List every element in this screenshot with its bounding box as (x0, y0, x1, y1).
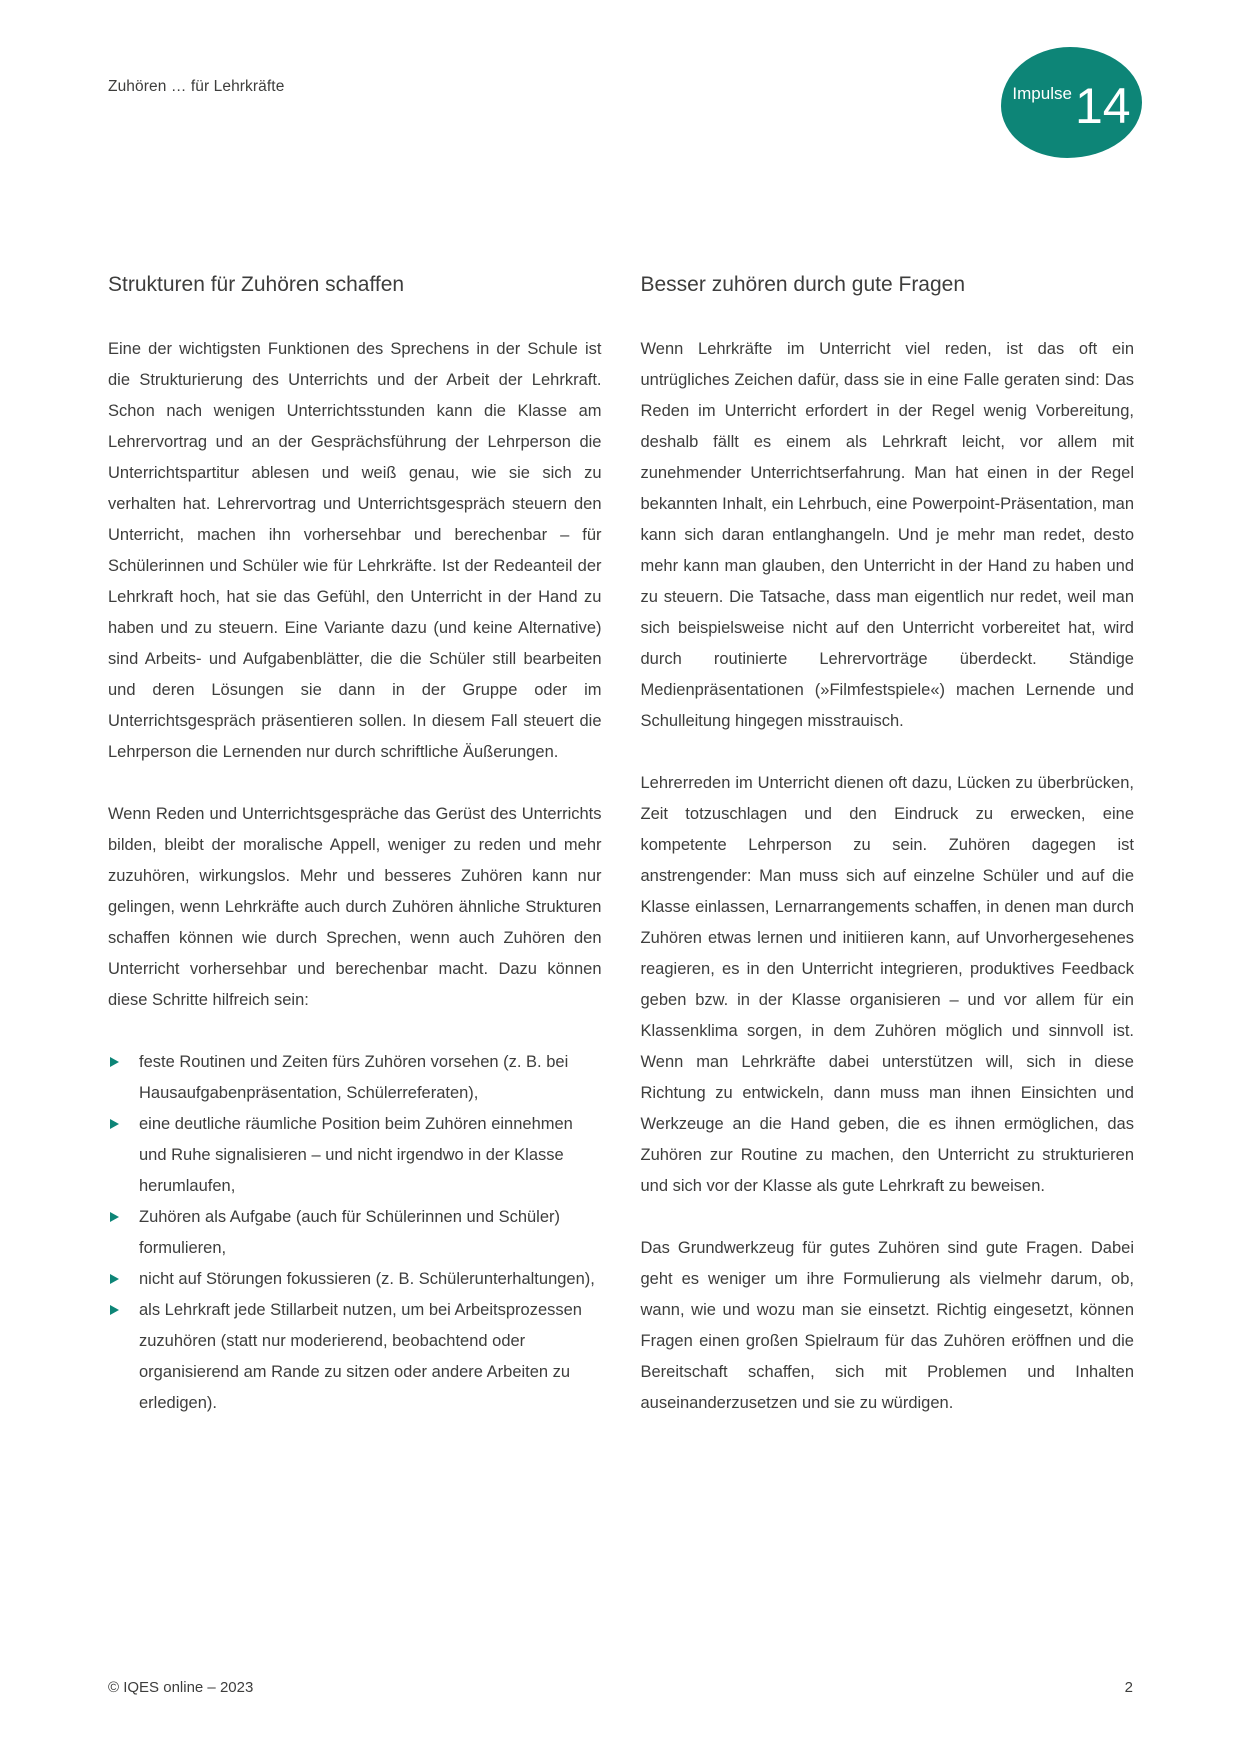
list-item-text: Zuhören als Aufgabe (auch für Schülerinnen und Schüler) formulieren, (139, 1208, 561, 1258)
bullet-list (108, 1047, 602, 1419)
paragraph: Eine der wichtigsten Funktionen des Sprechens in der Schule ist die Strukturierung des Unterrichts und der Arbeit der Lehrkraft. Schon nach wenigen Unterrichtsstunden kann die Klasse am Lehrervortrag und an der Gesprächsführung der Lehrperson die Unterrichtspartitur ablesen und weiß genau, wie sie sich zu verhalten hat. Lehrervortrag und Unterrichtsgespräch steuern den Unterricht, machen ihn vorhersehbar und berechenbar – für Schülerinnen und Schüler wie für Lehrkräfte. Ist der Redeanteil der Lehrkraft hoch, hat sie das Gefühl, den Unterricht in der Hand zu haben und zu steuern. Eine Variante dazu (und keine Alternative) sind Arbeits- und Aufgabenblätter, die die Schüler still bearbeiten und deren Lösungen sie dann in der Gruppe oder im Unterrichtsgespräch präsentieren sollen. In diesem Fall steuert die Lehrperson die Lernenden nur durch schriftliche Äußerungen. (108, 340, 602, 762)
paragraph: Das Grundwerkzeug für gutes Zuhören sind gute Fragen. Dabei geht es weniger um ihre Formulierung als vielmehr darum, ob, wann, wie und wozu man sie einsetzt. Richtig eingesetzt, können Fragen einen großen Spielraum für das Zuhören eröffnen und die Bereitschaft schaffen, sich mit Problemen und Inhalten auseinanderzusetzen und sie zu würdigen. (640, 1239, 1134, 1413)
impulse-badge-label: Impulse (1012, 83, 1072, 103)
list-item-text: feste Routinen und Zeiten fürs Zuhören vorsehen (z. B. bei Hausaufgabenpräsentation, Schülerreferaten), (139, 1053, 569, 1103)
column-right (641, 272, 1135, 1450)
header-title: Zuhören … für Lehrkräfte (108, 78, 285, 95)
list-item (108, 1264, 602, 1295)
impulse-badge (1001, 47, 1142, 158)
list-item-text: eine deutliche räumliche Position beim Zuhören einnehmen und Ruhe signalisieren – und nicht irgendwo in der Klasse herumlaufen, (139, 1115, 573, 1196)
paragraph: Wenn Lehrkräfte im Unterricht viel reden, ist das oft ein untrügliches Zeichen dafür, dass sie in eine Falle geraten sind: Das Reden im Unterricht erfordert in der Regel wenig Vorbereitung, deshalb fällt es einem als Lehrkraft leicht, vor allem mit zunehmender Unterrichtserfahrung. Man hat einen in der Regel bekannten Inhalt, ein Lehrbuch, eine Powerpoint-Präsentation, man kann sich daran entlanghangeln. Und je mehr man redet, desto mehr kann man glauben, den Unterricht in der Hand zu haben und zu steuern. Die Tatsache, dass man eigentlich nur redet, weil man sich beispielsweise nicht auf den Unterricht vorbereitet hat, wird durch routinierte Lehrervorträge überdeckt. Ständige Medienpräsentationen (»Filmfestspiele«) machen Lernende und Schulleitung hingegen misstrauisch. (640, 340, 1134, 731)
triangle-right-icon (110, 1305, 119, 1315)
triangle-right-icon (110, 1057, 119, 1067)
list-item-text: nicht auf Störungen fokussieren (z. B. Schülerunterhaltungen), (139, 1270, 595, 1289)
list-item (108, 1047, 602, 1109)
column-left (108, 272, 602, 1450)
section-heading-right: Besser zuhören durch gute Fragen (640, 273, 966, 296)
triangle-right-icon (110, 1119, 119, 1129)
page-number: 2 (1124, 1679, 1133, 1696)
section-heading-left: Strukturen für Zuhören schaffen (108, 273, 405, 296)
list-item-text: als Lehrkraft jede Stillarbeit nutzen, um bei Arbeitsprozessen zuzuhören (statt nur moderierend, beobachtend oder organisierend am Rande zu sitzen oder andere Arbeiten zu erledigen). (139, 1301, 582, 1413)
triangle-right-icon (110, 1274, 119, 1284)
list-item (108, 1295, 602, 1419)
two-column-content (108, 272, 1134, 1450)
paragraph: Lehrerreden im Unterricht dienen oft dazu, Lücken zu überbrücken, Zeit totzuschlagen und den Eindruck zu erwecken, eine kompetente Lehrperson zu sein. Zuhören dagegen ist anstrengender: Man muss sich auf einzelne Schüler und auf die Klasse einlassen, Lernarrangements schaffen, in denen man durch Zuhören etwas lernen und initiieren kann, auf Unvorhergesehenes reagieren, es in den Unterricht integrieren, produktives Feedback geben bzw. in der Klasse organisieren – und vor allem für ein Klassenklima sorgen, in dem Zuhören möglich und sinnvoll ist. Wenn man Lehrkräfte dabei unterstützen will, sich in diese Richtung zu entwickeln, dann muss man ihnen Einsichten und Werkzeuge an die Hand geben, die es ihnen ermöglichen, das Zuhören zur Routine zu machen, den Unterricht zu strukturieren und sich vor der Klasse als gute Lehrkraft zu beweisen. (640, 774, 1134, 1196)
list-item (108, 1202, 602, 1264)
paragraph: Wenn Reden und Unterrichtsgespräche das Gerüst des Unterrichts bilden, bleibt der moralische Appell, weniger zu reden und mehr zuzuhören, wirkungslos. Mehr und besseres Zuhören kann nur gelingen, wenn Lehrkräfte auch durch Zuhören ähnliche Strukturen schaffen können wie durch Sprechen, wenn auch Zuhören den Unterricht vorhersehbar und berechenbar macht. Dazu können diese Schritte hilfreich sein: (108, 805, 602, 1010)
footer-copyright: © IQES online – 2023 (108, 1679, 254, 1696)
triangle-right-icon (110, 1212, 119, 1222)
list-item (108, 1109, 602, 1202)
impulse-badge-number: 14 (1074, 77, 1131, 134)
